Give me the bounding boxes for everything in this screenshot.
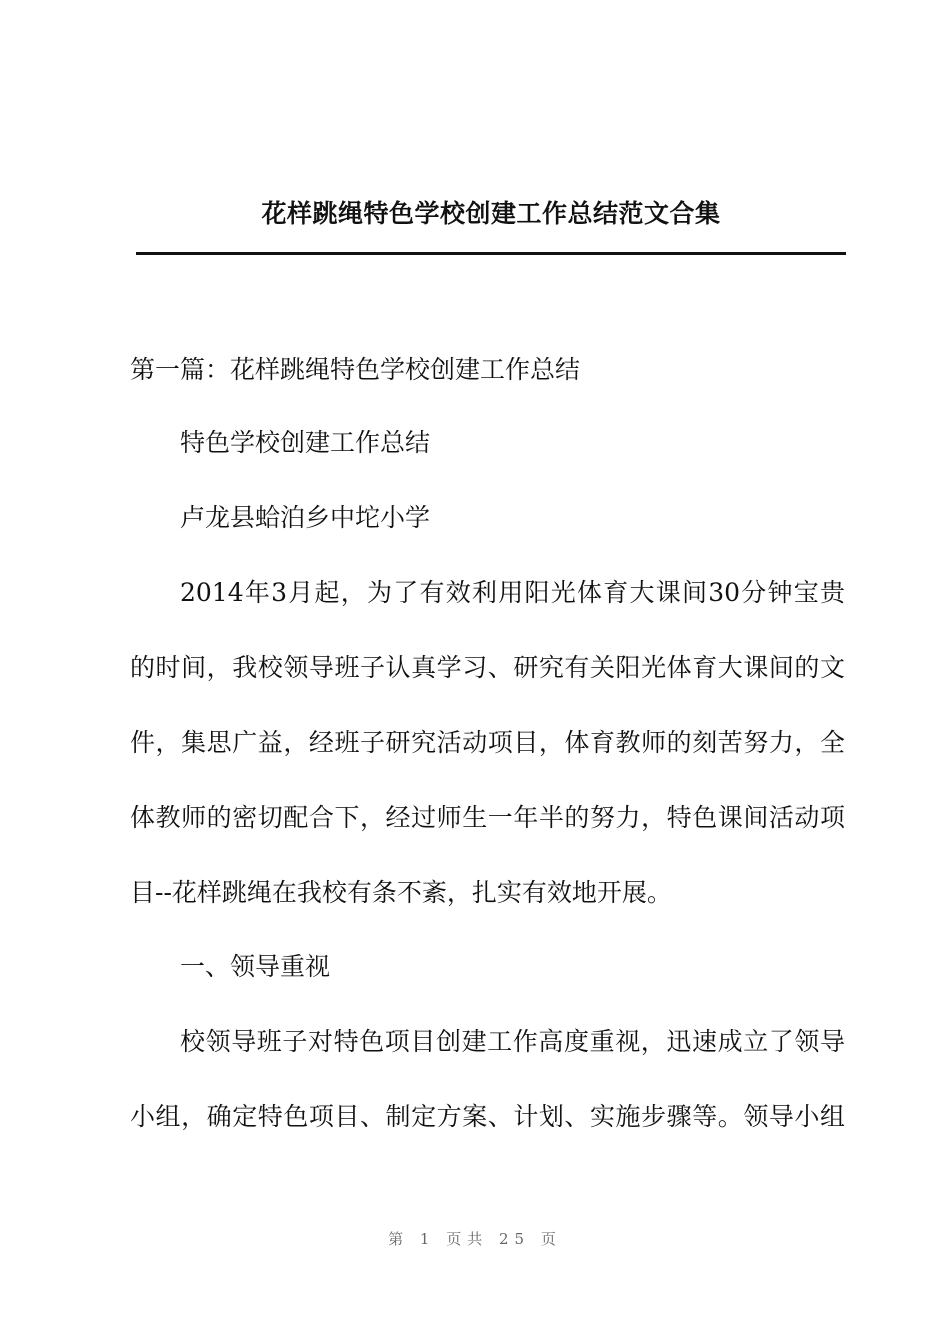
page-number: 第 1 页共 25 页	[388, 1230, 562, 1248]
school-name: 卢龙县蛤泊乡中坨小学	[180, 503, 431, 532]
section-heading: 第一篇：花样跳绳特色学校创建工作总结	[130, 355, 581, 384]
subtitle: 特色学校创建工作总结	[180, 428, 431, 457]
section-subheading: 一、领导重视	[180, 952, 331, 981]
paragraph-line: 2014年3月起，为了有效利用阳光体育大课间30分钟宝贵	[180, 578, 845, 607]
paragraph-line: 的时间，我校领导班子认真学习、研究有关阳光体育大课间的文	[130, 653, 845, 682]
paragraph-line: 小组，确定特色项目、制定方案、计划、实施步骤等。领导小组	[130, 1102, 845, 1131]
paragraph-line: 目--花样跳绳在我校有条不紊，扎实有效地开展。	[130, 878, 672, 907]
paragraph-line: 体教师的密切配合下，经过师生一年半的努力，特色课间活动项	[130, 803, 845, 832]
document-title: 花样跳绳特色学校创建工作总结范文合集	[261, 199, 721, 228]
paragraph-line: 件，集思广益，经班子研究活动项目，体育教师的刻苦努力，全	[130, 728, 845, 757]
title-divider	[136, 252, 846, 255]
paragraph-line: 校领导班子对特色项目创建工作高度重视，迅速成立了领导	[180, 1027, 845, 1056]
